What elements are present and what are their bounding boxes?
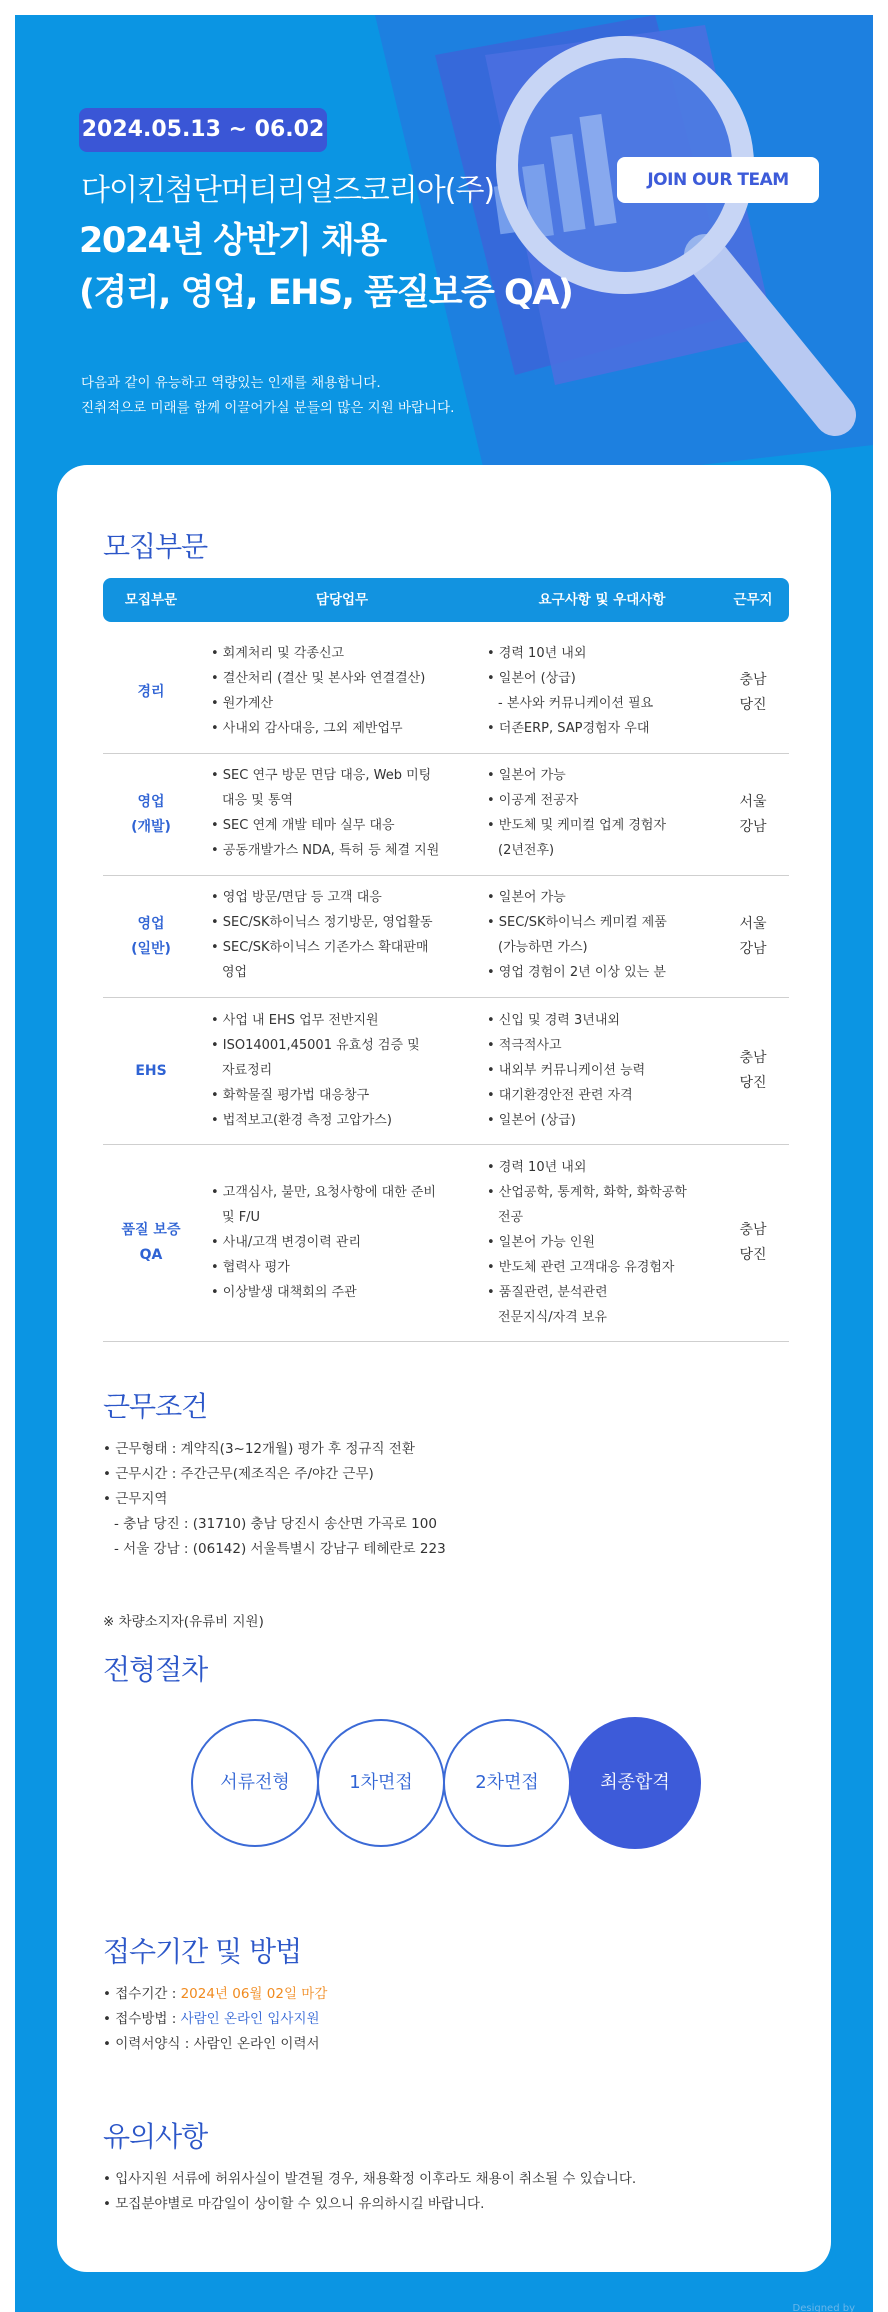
- location-line: 강남: [739, 940, 767, 957]
- duty-line: • SEC 연구 방문 면담 대응, Web 미팅: [211, 768, 432, 783]
- duty-line: • SEC/SK하이닉스 정기방문, 영업활동: [211, 915, 433, 930]
- apply-method-label: • 접수방법 :: [103, 2011, 181, 2027]
- duty-line: • 이상발생 대책회의 주관: [211, 1285, 357, 1300]
- column-header-requirements: 요구사항 및 우대사항: [538, 592, 666, 608]
- location-line: 당진: [739, 1247, 767, 1263]
- requirement-line: • 일본어 (상급): [487, 671, 576, 686]
- duty-line: 대응 및 통역: [222, 793, 294, 808]
- requirement-line: (가능하면 가스): [498, 940, 588, 955]
- requirement-line: • 품질관련, 분석관련: [487, 1285, 608, 1300]
- dept-cell: [103, 876, 199, 997]
- location-line: 서울: [739, 915, 767, 932]
- location-cell: [717, 632, 789, 753]
- dept-line: 영업: [137, 915, 165, 932]
- requirement-line: • 반도체 및 케미컬 업계 경험자: [487, 818, 667, 833]
- duty-line: • 사업 내 EHS 업무 전반지원: [211, 1013, 379, 1028]
- dept-line: (개발): [131, 818, 171, 835]
- duty-line: • 협력사 평가: [211, 1260, 290, 1275]
- notice-list: [103, 2167, 636, 2217]
- table-row: [103, 754, 789, 876]
- dept-line: 영업: [137, 793, 165, 810]
- duties-cell: [211, 763, 473, 863]
- table-header: [103, 578, 789, 622]
- requirement-line: • 이공계 전공자: [487, 793, 579, 808]
- requirement-line: • 일본어 (상급): [487, 1113, 576, 1128]
- notice-section-title: 유의사항: [103, 2120, 208, 2153]
- headline-line-2: (경리, 영업, EHS, 품질보증 QA): [79, 273, 573, 313]
- duty-line: • 회계처리 및 각종신고: [211, 646, 345, 661]
- conditions-section-title: 근무조건: [103, 1390, 208, 1423]
- requirement-line: • 일본어 가능: [487, 890, 566, 905]
- requirement-line: • 더존ERP, SAP경험자 우대: [487, 721, 650, 736]
- location-cell: [717, 1145, 789, 1341]
- requirement-line: • 영업 경험이 2년 이상 있는 분: [487, 965, 666, 980]
- duty-line: • ISO14001,45001 유효성 검증 및: [211, 1038, 420, 1053]
- process-step: 1차면접: [317, 1719, 445, 1847]
- notice-item: • 모집분야별로 마감일이 상이할 수 있으니 유의하시길 바랍니다.: [103, 2196, 485, 2212]
- apply-method-link[interactable]: 사람인 온라인 입사지원: [180, 2011, 320, 2027]
- dept-line: 경리: [137, 684, 165, 700]
- requirement-line: • 적극적사고: [487, 1038, 562, 1053]
- process-step: 2차면접: [443, 1719, 571, 1847]
- join-our-team-button[interactable]: JOIN OUR TEAM: [617, 157, 819, 203]
- apply-method: [103, 2007, 327, 2032]
- headline-line-1: 2024년 상반기 채용: [79, 221, 386, 261]
- recruitment-page: [15, 15, 873, 2312]
- duty-line: • 영업 방문/면담 등 고객 대응: [211, 890, 382, 905]
- notice-item: • 입사지원 서류에 허위사실이 발견될 경우, 채용확정 이후라도 채용이 취소될 수 있습니다.: [103, 2171, 637, 2187]
- location-line: 강남: [739, 818, 767, 835]
- location-line: 충남: [739, 671, 767, 688]
- process-step: 서류전형: [191, 1719, 319, 1847]
- requirement-line: • 일본어 가능 인원: [487, 1235, 595, 1250]
- duty-line: • SEC/SK하이닉스 기존가스 확대판매: [211, 940, 429, 955]
- company-name: 다이킨첨단머티리얼즈코리아(주): [81, 173, 495, 208]
- duty-line: • 고객심사, 불만, 요청사항에 대한 준비: [211, 1185, 436, 1200]
- table-row: [103, 632, 789, 754]
- designed-by-credit: Designed by: [792, 2303, 855, 2312]
- duty-line: • 결산처리 (결산 및 본사와 연결결산): [211, 671, 426, 686]
- resume-format: • 이력서양식 : 사람인 온라인 이력서: [103, 2036, 320, 2052]
- dept-cell: [103, 1145, 199, 1341]
- date-range-badge: 2024.05.13 ~ 06.02: [79, 108, 327, 152]
- location-cell: [717, 998, 789, 1144]
- conditions-list: [103, 1437, 446, 1562]
- dept-cell: [103, 754, 199, 875]
- duty-line: 자료정리: [222, 1063, 273, 1078]
- duties-cell: [211, 1180, 473, 1305]
- requirement-line: • 내외부 커뮤니케이션 능력: [487, 1063, 646, 1078]
- dept-cell: [103, 632, 199, 753]
- duty-line: 영업: [222, 965, 248, 980]
- table-row: [103, 998, 789, 1145]
- process-step-final: 최종합격: [569, 1717, 701, 1849]
- column-header-location: 근무지: [733, 592, 773, 608]
- location-cell: [717, 754, 789, 875]
- apply-period-value: 2024년 06월 02일 마감: [180, 1986, 328, 2002]
- requirement-line: • 일본어 가능: [487, 768, 566, 783]
- requirement-line: • 신입 및 경력 3년내외: [487, 1013, 620, 1028]
- location-line: 충남: [739, 1222, 767, 1238]
- location-line: 충남: [739, 1050, 767, 1066]
- duty-line: • 법적보고(환경 측정 고압가스): [211, 1113, 392, 1128]
- requirement-line: (2년전후): [498, 843, 555, 858]
- content-card: [57, 465, 831, 2272]
- condition-item: • 근무시간 : 주간근무(제조직은 주/야간 근무): [103, 1466, 374, 1482]
- intro-line: 다음과 같이 유능하고 역량있는 인재를 채용합니다.: [81, 375, 381, 391]
- dept-line: QA: [139, 1247, 163, 1263]
- intro-line: 진취적으로 미래를 함께 이끌어가실 분들의 많은 지원 바랍니다.: [81, 400, 455, 416]
- duty-line: • 화학물질 평가법 대응창구: [211, 1088, 370, 1103]
- duties-cell: [211, 1008, 473, 1133]
- column-header-dept: 모집부문: [124, 592, 178, 608]
- recruit-section-title: 모집부문: [103, 530, 208, 563]
- dept-line: EHS: [135, 1062, 167, 1079]
- dept-line: (일반): [131, 940, 171, 957]
- process-section-title: 전형절차: [103, 1653, 208, 1686]
- requirement-line: 전문지식/자격 보유: [498, 1310, 607, 1325]
- vehicle-note: ※ 차량소지자(유류비 지원): [103, 1614, 264, 1630]
- requirements-cell: [487, 641, 717, 741]
- location-line: 당진: [739, 1075, 767, 1091]
- location-line: 당진: [739, 696, 767, 713]
- table-row: [103, 876, 789, 998]
- requirement-line: • SEC/SK하이닉스 케미컬 제품: [487, 915, 667, 930]
- duty-line: • 원가계산: [211, 696, 274, 711]
- process-steps: [191, 1719, 701, 1849]
- duty-line: • 공동개발가스 NDA, 특허 등 체결 지원: [211, 843, 440, 858]
- duty-line: • SEC 연계 개발 테마 실무 대응: [211, 818, 395, 833]
- requirements-cell: [487, 885, 717, 985]
- requirement-line: • 경력 10년 내외: [487, 646, 587, 661]
- requirements-cell: [487, 763, 717, 863]
- condition-item: - 서울 강남 : (06142) 서울특별시 강남구 테헤란로 223: [114, 1541, 446, 1557]
- dept-cell: [103, 998, 199, 1144]
- location-line: 서울: [739, 793, 767, 810]
- apply-list: [103, 1982, 327, 2057]
- duties-cell: [211, 885, 473, 985]
- apply-period: [103, 1982, 327, 2007]
- requirements-cell: [487, 1155, 717, 1330]
- requirement-line: • 경력 10년 내외: [487, 1160, 587, 1175]
- location-cell: [717, 876, 789, 997]
- requirement-line: - 본사와 커뮤니케이션 필요: [498, 696, 654, 711]
- condition-item: • 근무지역: [103, 1491, 168, 1507]
- column-header-duties: 담당업무: [315, 592, 369, 608]
- condition-item: • 근무형태 : 계약직(3~12개월) 평가 후 정규직 전환: [103, 1441, 415, 1457]
- requirements-cell: [487, 1008, 717, 1133]
- duty-line: • 사내/고객 변경이력 관리: [211, 1235, 362, 1250]
- requirement-line: • 산업공학, 통계학, 화학, 화학공학: [487, 1185, 687, 1200]
- intro-text: [81, 371, 454, 421]
- page-title: [79, 215, 572, 319]
- duty-line: • 사내외 감사대응, 그외 제반업무: [211, 721, 403, 736]
- requirement-line: • 반도체 관련 고객대응 유경험자: [487, 1260, 675, 1275]
- requirement-line: 전공: [498, 1210, 524, 1225]
- duty-line: 및 F/U: [222, 1210, 261, 1225]
- requirement-line: • 대기환경안전 관련 자격: [487, 1088, 633, 1103]
- dept-line: 품질 보증: [121, 1222, 181, 1238]
- table-row: [103, 1145, 789, 1342]
- duties-cell: [211, 641, 473, 741]
- apply-period-label: • 접수기간 :: [103, 1986, 181, 2002]
- condition-item: - 충남 당진 : (31710) 충남 당진시 송산면 가곡로 100: [114, 1516, 437, 1532]
- apply-section-title: 접수기간 및 방법: [103, 1935, 302, 1968]
